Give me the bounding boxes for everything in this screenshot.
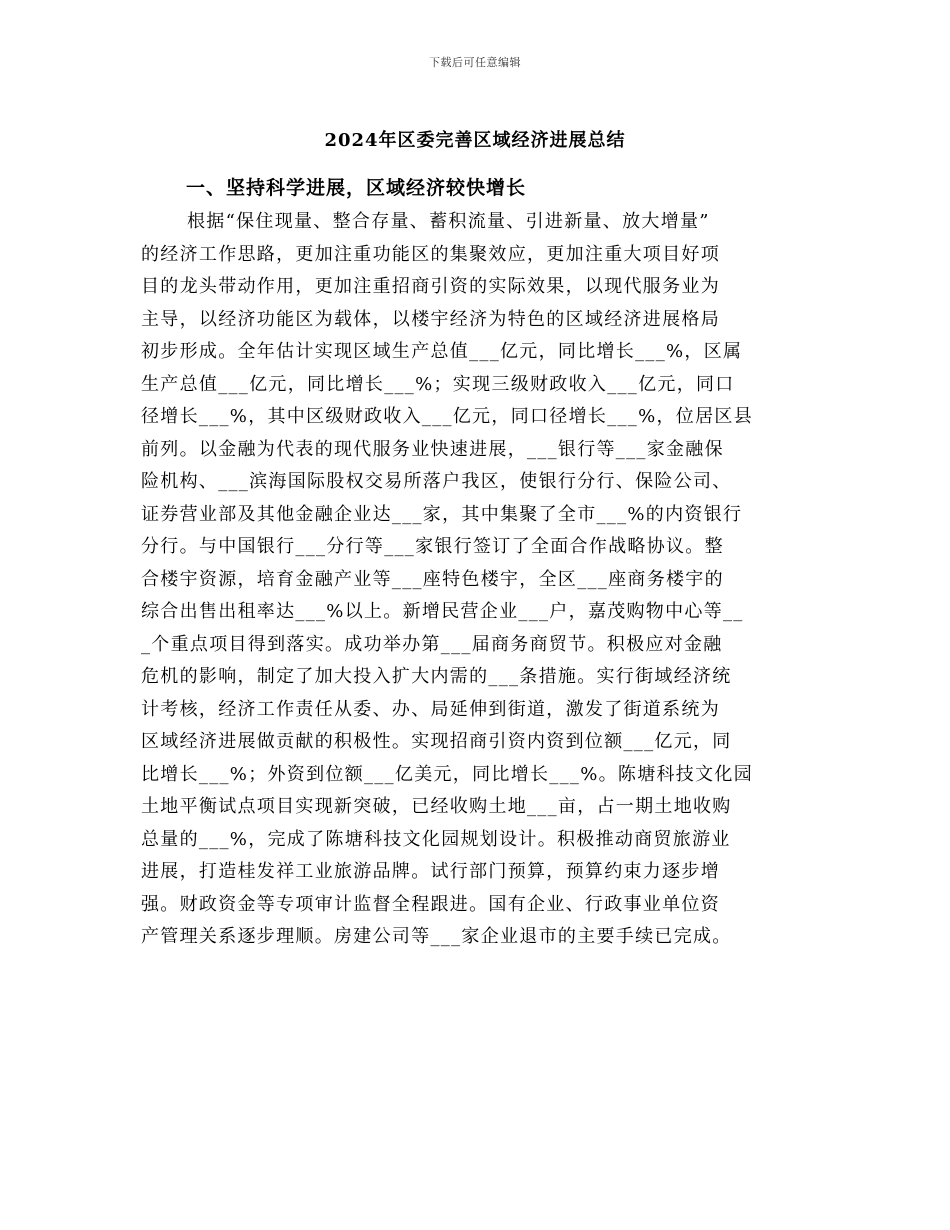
- paragraph-line: 危机的影响，制定了加大投入扩大内需的___条措施。实行街域经济统: [141, 666, 732, 687]
- paragraph-line: 产管理关系逐步理顺。房建公司等___家企业退市的主要手续已完成。: [141, 926, 732, 947]
- document-title: 2024年区委完善区域经济进展总结: [324, 130, 626, 151]
- paragraph-line: 综合出售出租率达___%以上。新增民营企业___户，嘉茂购物中心等__: [141, 601, 744, 622]
- paragraph-line: 总量的___%，完成了陈塘科技文化园规划设计。积极推动商贸旅游业: [141, 828, 731, 850]
- paragraph-line: 主导，以经济功能区为载体，以楼宇经济为特色的区域经济进展格局: [141, 308, 720, 330]
- paragraph-line: 进展，打造桂发祥工业旅游品牌。试行部门预算，预算约束力逐步增: [141, 861, 720, 882]
- paragraph-line: 的经济工作思路，更加注重功能区的集聚效应，更加注重大项目好项: [141, 243, 720, 265]
- paragraph-line: 目的龙头带动作用，更加注重招商引资的实际效果，以现代服务业为: [141, 276, 720, 297]
- paragraph-line: 根据“保住现量、整合存量、蓄积流量、引进新量、放大增量”: [187, 211, 710, 232]
- paragraph-line: 生产总值___亿元，同比增长___%；实现三级财政收入___亿元，同口: [141, 373, 735, 395]
- paragraph-line: 分行。与中国银行___分行等___家银行签订了全面合作战略协议。整: [141, 536, 724, 557]
- paragraph-line: 险机构、___滨海国际股权交易所落户我区，使银行分行、保险公司、: [141, 471, 732, 492]
- paragraph-line: 合楼宇资源，培育金融产业等___座特色楼宇，全区___座商务楼宇的: [141, 568, 724, 590]
- paragraph-line: 计考核，经济工作责任从委、办、局延伸到街道，激发了街道系统为: [141, 698, 720, 720]
- paragraph-line: 强。财政资金等专项审计监督全程跟进。国有企业、行政事业单位资: [141, 893, 720, 915]
- page-header-note: 下载后可任意编辑: [429, 56, 521, 69]
- paragraph-line: 径增长___%，其中区级财政收入___亿元，同口径增长___%，位居区县: [141, 406, 754, 427]
- section-heading: 一、坚持科学进展，区域经济较快增长: [186, 177, 527, 199]
- paragraph-line: 前列。以金融为代表的现代服务业快速进展，___银行等___家金融保: [141, 438, 724, 460]
- paragraph-line: 证券营业部及其他金融企业达___家，其中集聚了全市___%的内资银行: [141, 503, 743, 525]
- body-paragraph: [141, 206, 811, 954]
- paragraph-line: 土地平衡试点项目实现新突破，已经收购土地___亩，占一期土地收购: [141, 796, 732, 817]
- paragraph-line: 比增长___%；外资到位额___亿美元，同比增长___%。陈塘科技文化园: [141, 763, 754, 785]
- paragraph-line: 初步形成。全年估计实现区域生产总值___亿元，同比增长___%，区属: [141, 341, 743, 362]
- paragraph-line: 区域经济进展做贡献的积极性。实现招商引资内资到位额___亿元，同: [141, 731, 732, 752]
- paragraph-line: _个重点项目得到落实。成功举办第___届商务商贸节。积极应对金融: [141, 633, 723, 655]
